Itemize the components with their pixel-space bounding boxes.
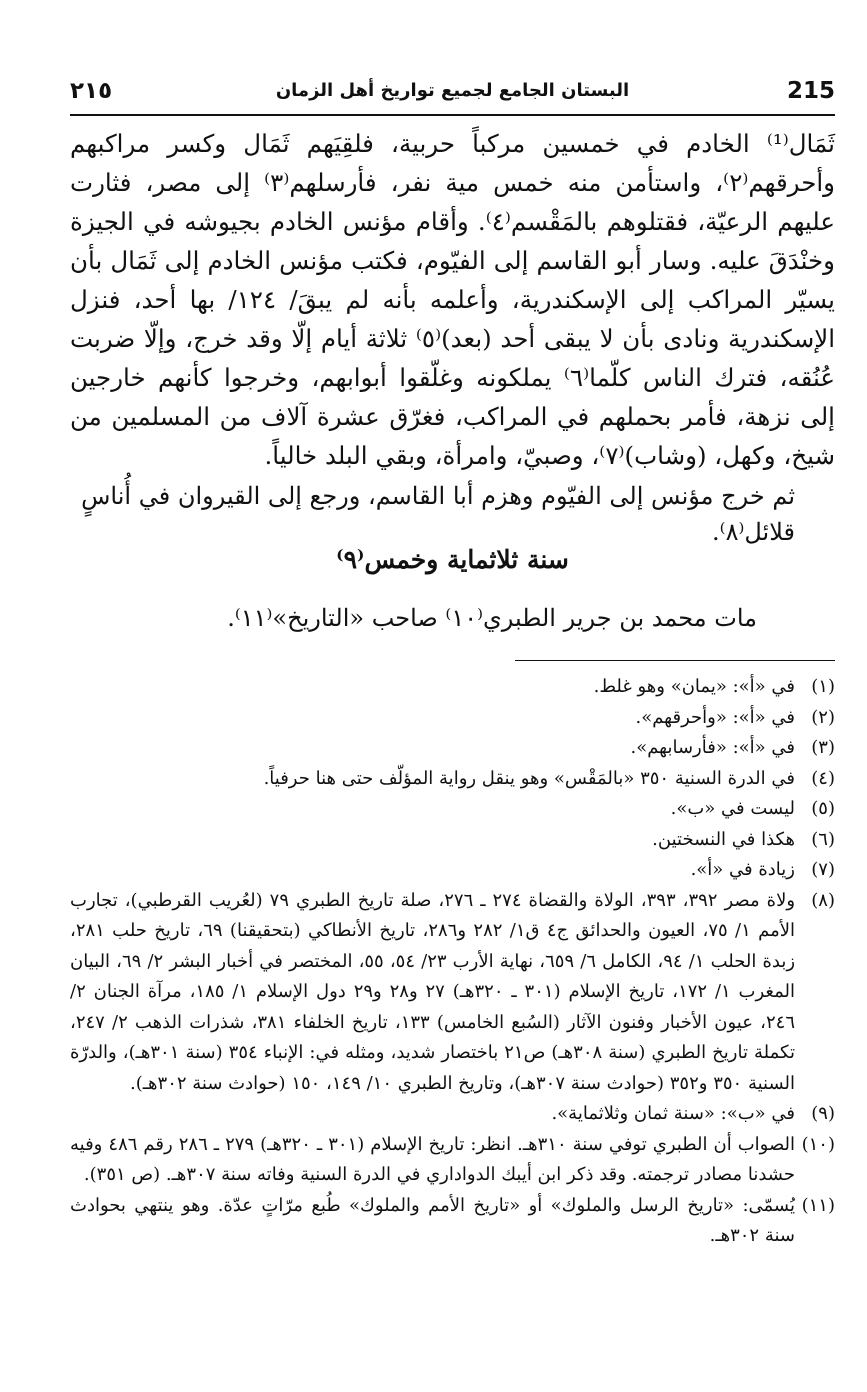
footnote-rule [515,660,835,661]
footnote-4 [70,764,835,795]
footnote-number: (١٠) [801,1133,835,1155]
body-paragraph-3: مات محمد بن جرير الطبري⁽١٠⁾ صاحب «التاريخ»⁽١١⁾. [227,604,757,632]
footnote-text: في الدرة السنية ٣٥٠ «بالمَقْس» وهو ينقل رواية المؤلّف حتى هنا حرفياً. [263,767,795,789]
body-paragraph-1: ثَمَال⁽¹⁾ الخادم في خمسين مركباً حربية، فلقِيَهم ثَمَال وكسر مراكبهم وأحرقهم⁽٢⁾، واستأمن منه خمس مية نفر، فأرسلهم⁽٣⁾ إلى مصر، فثارت عليهم الرعيّة، فقتلوهم بالمَقْسم⁽٤⁾. وأقام مؤنس الخادم بجيوشه في الجيزة وخنْدَقَ عليه. وسار أبو القاسم إلى الفيّوم، فكتب مؤنس الخادم إلى ثَمَال بأن يسيّر المراكب إلى الإسكندرية، وأعلمه بأنه لم يبقَ/ ١٢٤/ بها أحد، فنزل الإسكندرية ونادى بأن لا يبقى أحد (بعد)⁽٥⁾ ثلاثة أيام إلّا وقد خرج، وإلّا ضربت عُنُقه، فترك الناس كلّما⁽٦⁾ يملكونه وغلّقوا أبوابهم، وخرجوا كأنهم خارجين إلى نزهة، فأمر بحملهم في المراكب، فغرّق عشرة آلاف من المسلمين من شيخ، وكهل، (وشاب)⁽٧⁾، وصبيّ، وامرأة، وبقي البلد خالياً. [70,129,836,470]
page-header [70,78,835,114]
page-number-latin: 215 [786,78,835,104]
footnote-11 [70,1191,835,1252]
footnote-number: (١١) [801,1194,835,1216]
body-paragraph-2: ثم خرج مؤنس إلى الفيّوم وهزم أبا القاسم، ورجع إلى القيروان في أُناسٍ قلائل⁽٨⁾. [81,482,795,546]
footnote-text: يُسمّى: «تاريخ الرسل والملوك» أو «تاريخ الأمم والملوك» طُبع مرّاتٍ عدّة. وهو ينتهي بحوادث سنة ٣٠٢هـ. [70,1194,795,1246]
footnote-text: ولاة مصر ٣٩٢، ٣٩٣، الولاة والقضاة ٢٧٤ ـ ٢٧٦، صلة تاريخ الطبري ٧٩ (لعُريب القرطبي)، تجارب الأمم ١/ ٧٥، العيون والحدائق ج٤ ق١/ ٢٨٢ و٢٨٦، تاريخ الأنطاكي (بتحقيقنا) ٦٩، تاريخ حلب ٢٨١، زبدة الحلب ١/ ٩٤، الكامل ٦/ ٦٥٩، نهاية الأرب ٢٣/ ٥٤، ٥٥، المختصر في أخبار البشر ٢/ ٦٩، البيان المغرب ١/ ١٧٢، تاريخ الإسلام (٣٠١ ـ ٣٢٠هـ) ٢٧ و٢٨ و٢٩ دول الإسلام ١/ ١٨٥، مرآة الجنان ٢/ ٢٤٦، عيون الأخبار وفنون الآثار (السُبع الخامس) ١٣٣، تاريخ الخلفاء ٣٨١، شذرات الذهب ٢/ ٢٤٧، تكملة تاريخ الطبري (سنة ٣٠٨هـ) ص٢١ باختصار شديد، ومثله في: الإنباء ٣٥٤ (سنة ٣٠١هـ)، والدرّة السنية ٣٥٠ و٣٥٢ (حوادث سنة ٣٠٧هـ)، وتاريخ الطبري ١٠/ ١٤٩، ١٥٠ (حوادث سنة ٣٠٢هـ). [70,889,796,1094]
footnote-5 [70,794,835,825]
footnote-1 [70,672,835,703]
footnote-text: الصواب أن الطبري توفي سنة ٣١٠هـ. انظر: تاريخ الإسلام (٣٠١ ـ ٣٢٠هـ) ٢٧٩ ـ ٢٨٦ رقم ٤٨٦ وفيه حشدنا مصادر ترجمته. وقد ذكر ابن أيبك الدواداري في الدرة السنية وفاته سنة ٣٠٧هـ. (ص ٣٥١). [70,1133,796,1185]
footnote-number: (٦) [811,828,835,850]
footnote-text: هكذا في النسختين. [652,828,795,850]
footnote-6 [70,825,835,856]
footnote-10 [70,1130,835,1191]
running-title: البستان الجامع لجميع تواريخ أهل الزمان [275,80,630,101]
footnote-7 [70,855,835,886]
footnote-number: (٥) [811,798,835,819]
footnote-text: في «ب»: «سنة ثمان وثلاثماية». [551,1103,795,1124]
footnote-number: (٣) [811,737,835,758]
footnote-text: زيادة في «أ». [690,859,795,880]
section-heading: سنة ثلاثماية وخمس⁽٩⁾ [336,545,569,574]
footnote-number: (٨) [811,889,835,911]
footnote-text: في «أ»: «يمان» وهو غلط. [593,676,795,697]
page-number-arabic: ٢١٥ [70,78,113,104]
footnote-number: (٧) [811,859,835,880]
footnote-9 [70,1099,835,1130]
footnote-text: في «أ»: «فأرسابهم». [630,737,795,758]
footnotes [70,672,835,1252]
footnote-8 [70,886,835,1100]
header-rule [70,114,835,116]
footnote-text: في «أ»: «وأحرقهم». [635,706,795,728]
footnote-2 [70,703,835,734]
footnote-number: (٤) [811,767,835,789]
footnote-number: (٩) [811,1103,835,1124]
footnote-number: (٢) [811,706,835,728]
footnote-3 [70,733,835,764]
footnote-text: ليست في «ب». [670,798,795,819]
footnote-number: (١) [811,676,835,697]
